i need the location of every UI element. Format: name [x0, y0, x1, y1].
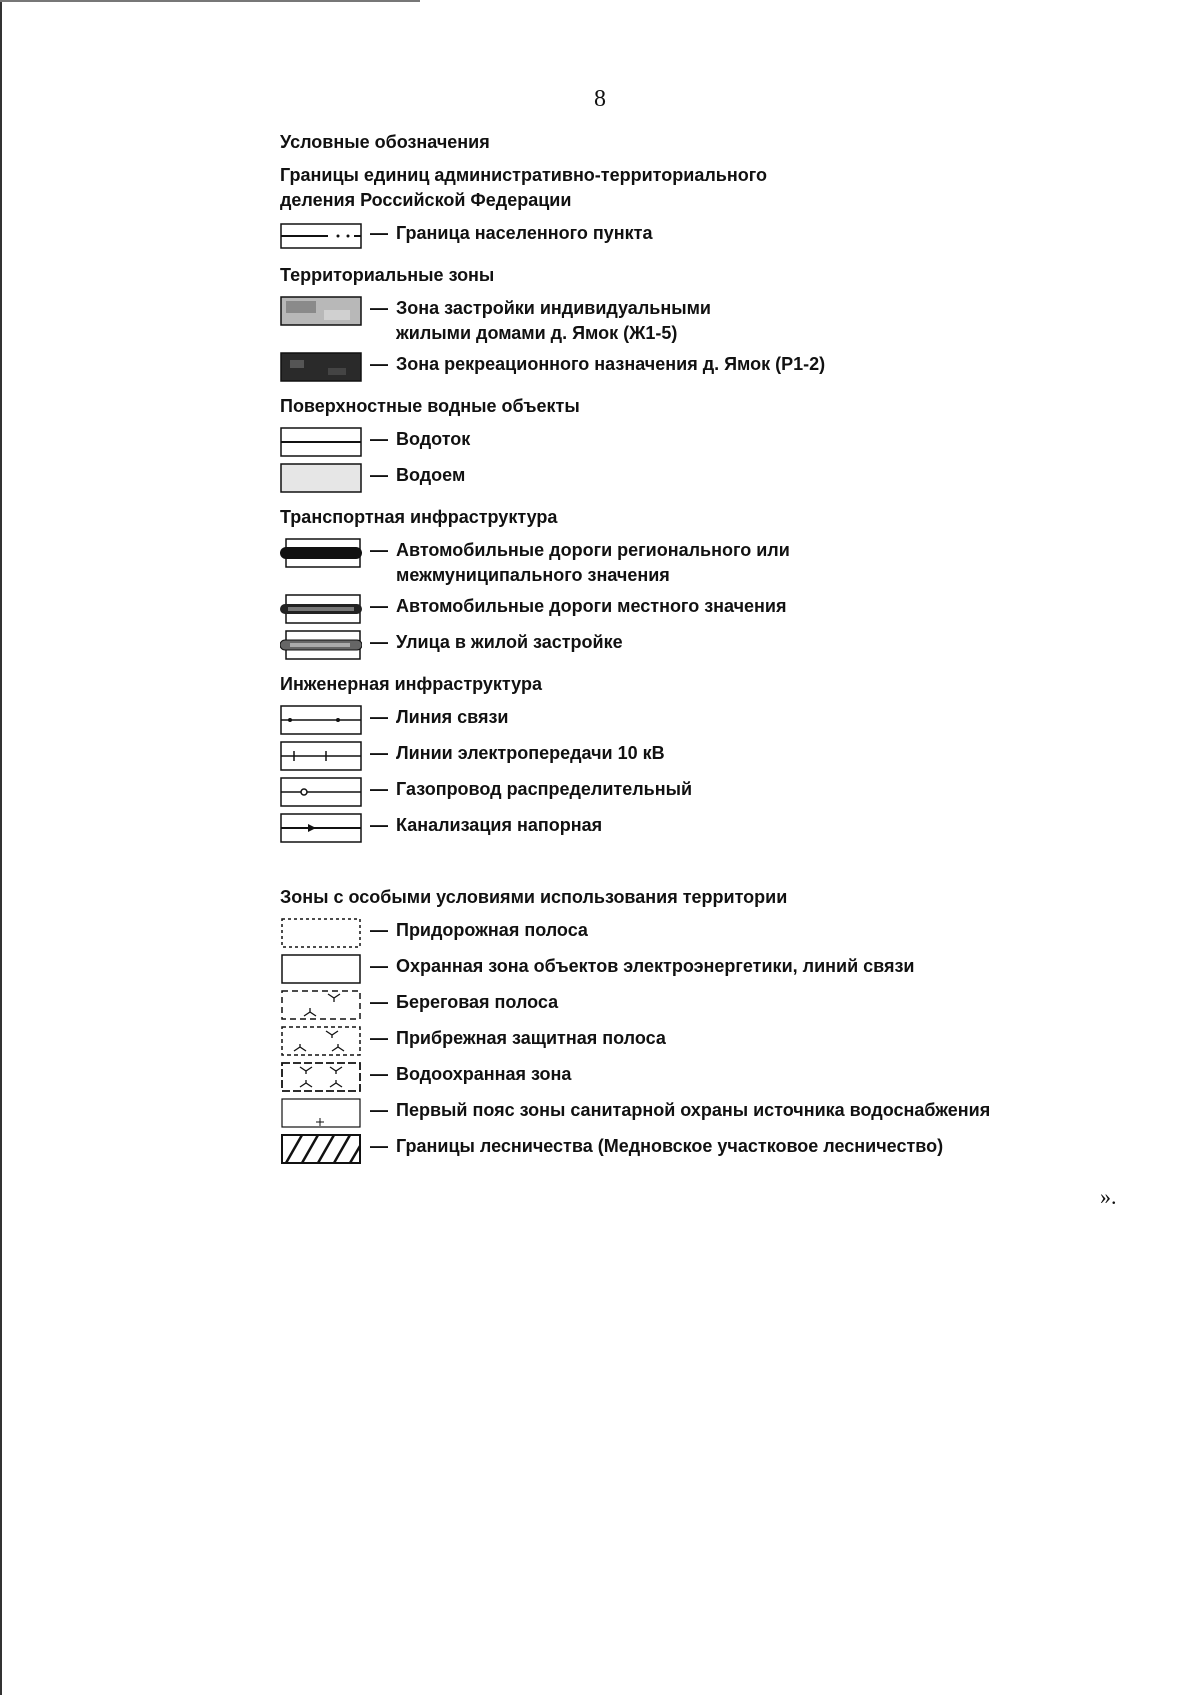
local-road-icon — [280, 594, 362, 624]
legend-item-label: Придорожная полоса — [396, 920, 588, 940]
legend-item — [280, 705, 1160, 735]
legend-dash: — — [370, 1100, 388, 1120]
water-protection-zone-icon — [280, 1062, 362, 1092]
legend-item-label: Линии электропередачи 10 кВ — [396, 743, 665, 763]
forestry-boundary-icon — [280, 1134, 362, 1164]
legend-item-label: Линия связи — [396, 707, 509, 727]
legend-item-label: Автомобильные дороги местного значения — [396, 596, 787, 616]
legend-item-label: Газопровод распределительный — [396, 779, 693, 799]
legend-item — [280, 1134, 1160, 1164]
legend-item — [280, 990, 1160, 1020]
legend-dash: — — [370, 1064, 388, 1084]
legend-item-label: Улица в жилой застройке — [396, 632, 623, 652]
legend-item — [280, 741, 1160, 771]
legend-item-label: Прибрежная защитная полоса — [396, 1028, 666, 1048]
section-heading-water-objects: Поверхностные водные объекты — [280, 396, 580, 416]
regional-road-icon — [280, 538, 362, 568]
legend-dash: — — [370, 298, 388, 318]
legend-dash: — — [370, 707, 388, 727]
legend-item — [280, 954, 1160, 984]
recreation-zone-icon — [280, 352, 362, 382]
legend-dash: — — [370, 956, 388, 976]
legend-item — [280, 1062, 1160, 1092]
legend-item — [280, 918, 1160, 948]
roadside-strip-icon — [280, 918, 362, 948]
legend-dash: — — [370, 920, 388, 940]
section-heading-admin-boundaries: Границы единиц административно-территориального деления Российской Федерации — [280, 165, 767, 210]
pressure-sewer-icon — [280, 813, 362, 843]
legend-item — [280, 427, 1160, 457]
legend-dash: — — [370, 743, 388, 763]
legend-item-label: Водоем — [396, 465, 466, 485]
protection-zone-icon — [280, 954, 362, 984]
map-legend — [280, 132, 1160, 1170]
legend-dash: — — [370, 779, 388, 799]
legend-item — [280, 1026, 1160, 1056]
legend-item-label: Зона рекреационного назначения д. Ямок (Р1-2) — [396, 354, 826, 374]
legend-dash: — — [370, 1028, 388, 1048]
section-heading-special-zones: Зоны с особыми условиями использования территории — [280, 887, 788, 907]
legend-item-label: Береговая полоса — [396, 992, 559, 1012]
legend-item-label: Границы лесничества (Медновское участковое лесничество) — [396, 1136, 944, 1156]
page-left-edge — [0, 0, 2, 1695]
legend-item-label: Зона застройки индивидуальными жилыми домами д. Ямок (Ж1-5) — [396, 298, 711, 343]
legend-item-label: Первый пояс зоны санитарной охраны источника водоснабжения — [396, 1100, 991, 1120]
legend-item — [280, 538, 1160, 588]
section-heading-transport: Транспортная инфраструктура — [280, 507, 558, 527]
gas-pipeline-icon — [280, 777, 362, 807]
power-line-icon — [280, 741, 362, 771]
legend-dash: — — [370, 992, 388, 1012]
legend-item — [280, 594, 1160, 624]
legend-item-label: Охранная зона объектов электроэнергетики, линий связи — [396, 956, 915, 976]
legend-item-label: Автомобильные дороги регионального или межмуниципального значения — [396, 540, 790, 585]
legend-dash: — — [370, 596, 388, 616]
closing-quote: ». — [1100, 1184, 1117, 1209]
legend-dash: — — [370, 223, 388, 243]
page-top-edge — [0, 0, 420, 2]
legend-item-label: Водоохранная зона — [396, 1064, 572, 1084]
legend-dash: — — [370, 354, 388, 374]
legend-dash: — — [370, 815, 388, 835]
legend-item — [280, 221, 1160, 251]
page-number: 8 — [594, 86, 606, 112]
legend-item — [280, 813, 1160, 843]
legend-dash: — — [370, 632, 388, 652]
sanitary-zone-icon — [280, 1098, 362, 1128]
section-heading-territorial-zones: Территориальные зоны — [280, 265, 495, 285]
section-heading-engineering: Инженерная инфраструктура — [280, 674, 542, 694]
coastal-protective-strip-icon — [280, 1026, 362, 1056]
legend-item — [280, 296, 1160, 346]
legend-item — [280, 1098, 1160, 1128]
shore-strip-icon — [280, 990, 362, 1020]
legend-item — [280, 463, 1160, 493]
legend-item — [280, 777, 1160, 807]
legend-dash: — — [370, 540, 388, 560]
watercourse-icon — [280, 427, 362, 457]
legend-item — [280, 630, 1160, 660]
legend-item-label: Граница населенного пункта — [396, 223, 653, 243]
communication-line-icon — [280, 705, 362, 735]
water-body-icon — [280, 463, 362, 493]
settlement-boundary-icon — [280, 221, 362, 251]
legend-dash: — — [370, 465, 388, 485]
legend-item — [280, 352, 1160, 382]
legend-dash: — — [370, 429, 388, 449]
legend-dash: — — [370, 1136, 388, 1156]
legend-item-label: Канализация напорная — [396, 815, 603, 835]
legend-item-label: Водоток — [396, 429, 471, 449]
residential-zone-icon — [280, 296, 362, 326]
legend-title: Условные обозначения — [280, 132, 490, 152]
residential-street-icon — [280, 630, 362, 660]
